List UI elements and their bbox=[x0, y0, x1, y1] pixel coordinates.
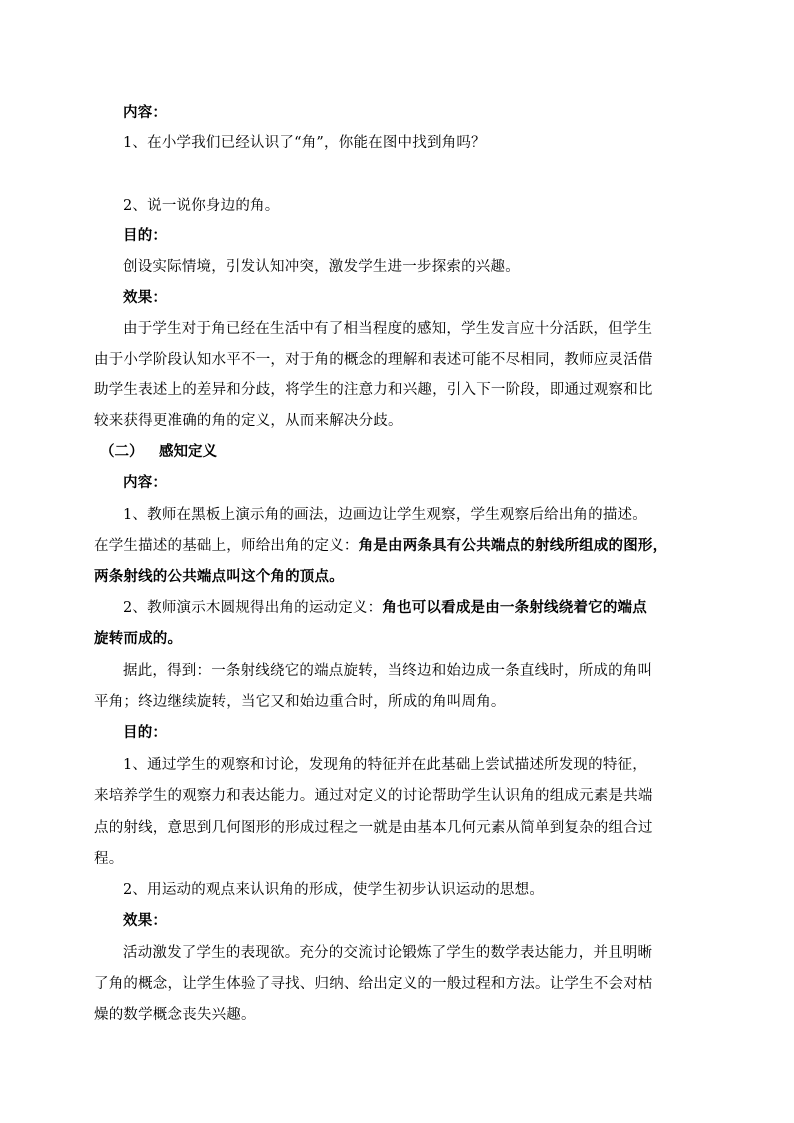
paragraph-2: 2、说一说你身边的角。 bbox=[123, 198, 280, 214]
section-number: （二） bbox=[100, 443, 144, 460]
paragraph-9: 2、用运动的观点来认识角的形成，使学生初步认识运动的思想。 bbox=[123, 882, 545, 898]
paragraph-10-line-1: 活动激发了学生的表现欲。充分的交流讨论锻炼了学生的数学表达能力，并且明晰 bbox=[123, 945, 653, 961]
paragraph-8-line-2: 来培养学生的观察力和表达能力。通过对定义的讨论帮助学生认识角的组成元素是共端 bbox=[94, 788, 653, 804]
paragraph-3: 创设实际情境，引发认知冲突，激发学生进一步探索的兴趣。 bbox=[123, 259, 520, 275]
paragraph-8-line-1: 1、通过学生的观察和讨论，发现角的特征并在此基础上尝试描述所发现的特征， bbox=[123, 757, 647, 773]
paragraph-10-line-2: 了角的概念，让学生体验了寻找、归纳、给出定义的一般过程和方法。让学生不会对枯 bbox=[94, 976, 653, 992]
label-content-1: 内容： bbox=[123, 104, 168, 121]
paragraph-4-line-2: 由于小学阶段认知水平不一，对于角的概念的理解和表述可能不尽相同，教师应灵活借 bbox=[94, 352, 653, 368]
paragraph-8-line-3: 点的射线，意思到几何图形的形成过程之一就是由基本几何元素从简单到复杂的组合过 bbox=[94, 820, 653, 836]
paragraph-7-line-1: 据此，得到：一条射线绕它的端点旋转，当终边和始边成一条直线时，所成的角叫 bbox=[123, 663, 653, 679]
paragraph-5-line-3: 两条射线的公共端点叫这个角的顶点。 bbox=[94, 568, 344, 585]
paragraph-5-line-2-normal: 在学生描述的基础上，师给出角的定义： bbox=[94, 538, 359, 554]
paragraph-6-line-2: 旋转而成的。 bbox=[94, 630, 183, 647]
paragraph-5-line-1: 1、教师在黑板上演示角的画法，边画边让学生观察，学生观察后给出角的描述。 bbox=[123, 507, 647, 523]
label-effect-2: 效果： bbox=[123, 912, 168, 929]
paragraph-4-line-4: 较来获得更准确的角的定义，从而来解决分歧。 bbox=[94, 413, 403, 429]
motion-definition-bold: 角也可以看成是由一条射线绕着它的端点 bbox=[382, 599, 647, 616]
paragraph-4-line-1: 由于学生对于角已经在生活中有了相当程度的感知，学生发言应十分活跃，但学生 bbox=[123, 321, 653, 337]
label-content-2: 内容： bbox=[123, 474, 168, 491]
paragraph-5-line-2 bbox=[94, 536, 674, 556]
paragraph-6-line-1 bbox=[123, 598, 703, 618]
label-effect-1: 效果： bbox=[123, 289, 168, 306]
label-goal-2: 目的： bbox=[123, 724, 168, 741]
paragraph-4-line-3: 助学生表述上的差异和分歧，将学生的注意力和兴趣，引入下一阶段，即通过观察和比 bbox=[94, 382, 653, 398]
paragraph-8-line-4: 程。 bbox=[94, 851, 124, 867]
paragraph-10-line-3: 燥的数学概念丧失兴趣。 bbox=[94, 1007, 256, 1023]
paragraph-1: 1、在小学我们已经认识了“角”，你能在图中找到角吗？ bbox=[123, 135, 486, 151]
paragraph-7-line-2: 平角；终边继续旋转，当它又和始边重合时，所成的角叫周角。 bbox=[94, 694, 506, 710]
angle-definition-bold: 角是由两条具有公共端点的射线所组成的图形， bbox=[358, 537, 668, 554]
paragraph-6-line-1-normal: 2、教师演示木圆规得出角的运动定义： bbox=[123, 600, 383, 616]
section-title: 感知定义 bbox=[159, 443, 217, 460]
label-goal-1: 目的： bbox=[123, 227, 168, 244]
